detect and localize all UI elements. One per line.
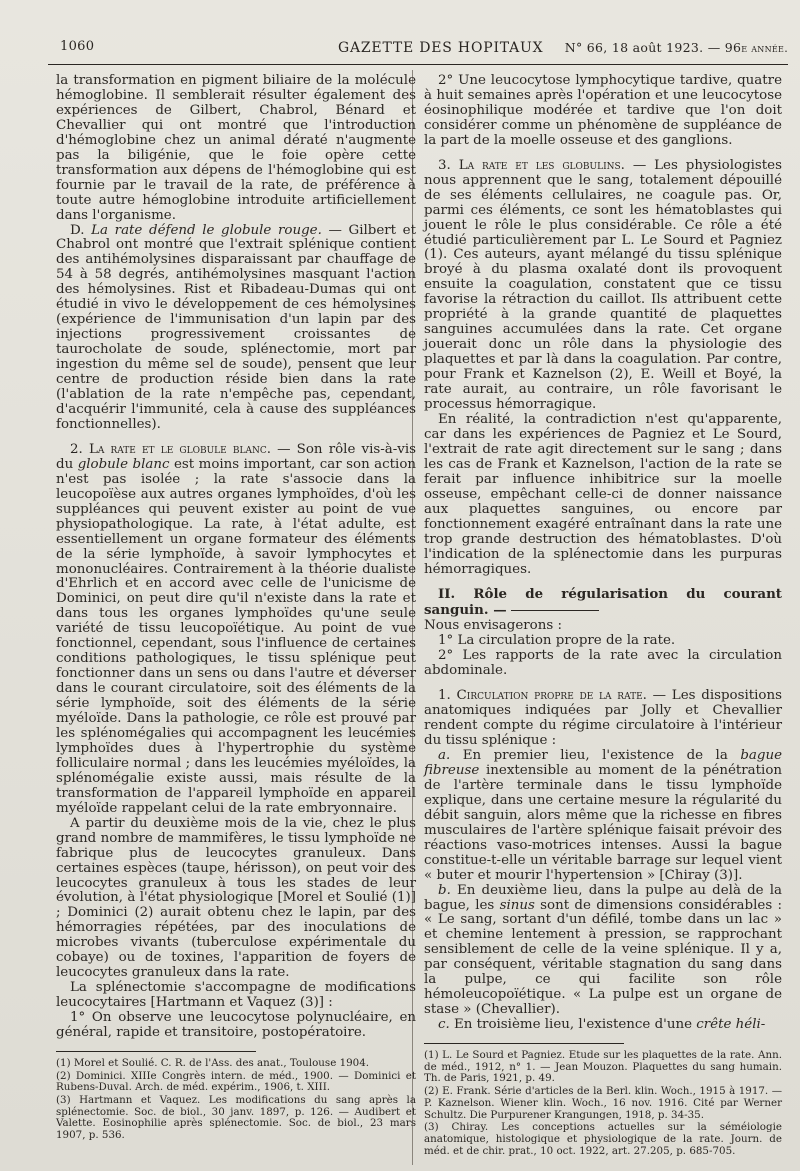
paragraph: 1° On observe une leucocytose polynucléaire, en général, rapide et transitoire, postopératoire. [56,1010,416,1041]
paragraph: En réalité, la contradiction n'est qu'apparente, car dans les expériences de Pagniez et Le Sourd, l'extrait de rate agit directement sur le sang ; dans les cas de Frank et Kaznelson, l'action de la rate se ferait par influence inhibitrice sur la moelle osseuse, empêchant celle-ci de donner naissance aux plaquettes sanguines, ou encore par fonctionnement exagéré entraînant dans la rate une trop grande destruction des hématoblastes. D'où l'indication de la splénectomie dans les purpuras hémorragiques. [424,411,782,577]
heading-rule [511,610,599,611]
emphasis: bague fibreuse [424,747,782,778]
issue-info [565,40,788,55]
paragraph [424,884,782,1019]
issue-number: N° 66, 18 août 1923. — 96 [564,40,742,55]
paragraph-text: — Les dispositions anatomiques indiquées par Jolly et Chevallier rendent compte du régime circulatoire à l'intérieur du tissu splénique : [424,688,782,749]
section-letter: D. [70,222,92,238]
footnote: (1) L. Le Sourd et Pagniez. Etude sur les plaquettes de la rate. Ann. de méd., 1912, n° 1. — Jean Mouzon. Plaquettes du sang humain. Th. de Paris, 1921, p. 49. [424,1049,782,1085]
paragraph: la transformation en pigment biliaire de la molécule hémoglobine. Il semblerait résulter également des expériences de Gilbert, Chabrol, Bénard et Chevallier qui ont montré que l'introduction d'hémoglobine chez un animal dératé n'augmente pas la biligénie, que le foie opère cette transformation aux dépens de l'hémoglobine qui est fournie par le travail de la rate, de préférence à toute autre hémoglobine introduite artificiellement dans l'organisme. [56,73,416,223]
paragraph [424,159,782,413]
paragraph [424,1018,782,1033]
section-number: 3. [438,157,459,173]
section-heading: La rate et le globule blanc. [88,441,271,457]
paragraph [424,689,782,749]
paragraph-text: sont de dimensions considérables : « Le sang, sortant d'un défilé, tombe dans un lac » et chemine lentement à pression, se rapprochant sensiblement de celle de la veine splénique. Il y a, par conséquent, véritable stagnation du sang dans la pulpe, ce qui facilite son rôle hémoleucopoïétique. « La pulpe est un organe de stase » (Chevallier). [424,897,782,1018]
paragraph-text: inextensible au moment de la pénétration de l'artère terminale dans le tissu lymphoïde explique, dans une certaine mesure la régularité du débit sanguin, alors même que la richesse en fibres musculaires de l'artère splénique faisait prévoir des réactions vaso-motrices intenses. Aussi la bague constitue-t-elle un véritable barrage sur lequel vient « buter et mourir l'hypertension » [Chiray (3)]. [424,762,782,883]
paragraph-text: est moins important, car son action n'est pas isolée ; la rate s'associe dans la leucopoïèse aux autres organes lymphoïdes, d'où les suppléances qui peuvent exister au point de vue physiopathologique. La rate, à l'état adulte, est essentiellement un organe formateur des éléments de la série lymphoïde, à savoir lymphocytes et mononucléaires. Contrairement à la théorie dualiste d'Ehrlich et en accord avec celle de l'unicisme de Dominici, on peut dire qu'il n'existe dans la rate et dans tous les organes lymphoïdes qu'une seule variété de tissu leucopoïétique. Au point de vue fonctionnel, cependant, sous l'influence de certaines conditions pathologiques, le tissu splénique peut fonctionner dans un sens ou dans l'autre et déverser dans le courant circulatoire, soit des éléments de la série lymphoïde, soit des éléments de la série myéloïde. Dans la pathologie, ce rôle est prouvé par les splénomégalies qui accompagnent les leucémies lymphoïdes dues à l'hypertrophie du système folliculaire normal ; dans les leucémies myéloïdes, la splénomégalie existe aussi, mais résulte de la transformation de l'appareil lymphoïde en appareil myéloïde rappelant celui de la rate embryonnaire. [56,456,417,816]
emphasis: crête héli- [696,1017,766,1033]
journal-title: GAZETTE DES HOPITAUX [338,40,544,56]
list-item: 1° La circulation propre de la rate. [438,633,676,649]
paragraph-text: — Les physiologistes nous apprennent que le sang, totalement dépouillé de ses éléments cellulaires, ne coagule pas. Or, parmi ces éléments, ce sont les hématoblastes qui jouent le rôle le plus considérable. Ce rôle a été étudié particulièrement par L. Le Sourd et Pagniez (1). Ces auteurs, ayant mélangé du tissu splénique broyé à du plasma oxalaté dont ils provoquent ensuite la coagulation, constatent que ce tissu favorise la rétraction du caillot. Ils attribuent cette propriété à la grande quantité de plaquettes sanguines accumulées dans la rate. Cet organe jouerait donc un rôle dans la physiologie des plaquettes et par là dans la coagulation. Par contre, pour Frank et Kaznelson (2), E. Weill et Boyé, la rate aurait, au contraire, un rôle favorisant le processus hémorragique. [424,157,782,413]
paragraph [56,443,416,817]
paragraph-text: — Son rôle vis-à-vis du [56,441,416,472]
paragraph-text: En premier lieu, l'existence de la [462,747,741,763]
paragraph [424,749,782,884]
running-header [50,36,788,58]
footnote: (3) Hartmann et Vaquez. Les modifications du sang après la splénectomie. Soc. de biol., 30 janv. 1897, p. 126. — Audibert et Valette. Eosinophilie après splénectomie. Soc. de biol., 23 mars 1907, p. 536. [56,1094,416,1142]
footnotes [424,1050,782,1157]
section-heading: La rate défend le globule rouge. [91,222,322,238]
emphasis: sinus [499,897,535,913]
footnote: (3) Chiray. Les conceptions actuelles sur la séméiologie anatomique, histologique et physiologique de la rate. Journ. de méd. et de chir. prat., 10 oct. 1922, art. 27.205, p. 685-705. [424,1121,782,1157]
section-heading: Circulation propre de la rate. [456,688,647,704]
footnote-rule [424,1043,624,1044]
footnote: (2) Dominici. XIIIe Congrès intern. de méd., 1900. — Dominici et Rubens-Duval. Arch. de méd. expérim., 1906, t. XIII. [56,1069,416,1094]
paragraph: Nous envisagerons : [424,618,563,634]
paragraph [56,224,416,433]
paragraph-text: En troisième lieu, l'existence d'une [454,1017,697,1033]
item-letter: c. [438,1017,455,1033]
paragraph: La splénectomie s'accompagne de modifications leucocytaires [Hartmann et Vaquez (3)] : [56,980,416,1011]
section-heading: II. Rôle de régularisation du courant sanguin. — [424,586,782,619]
item-letter: a. [438,747,463,763]
paragraph: A partir du deuxième mois de la vie, chez le plus grand nombre de mammifères, le tissu lymphoïde ne fabrique plus de leucocytes granuleux. Dans certaines espèces (taupe, hérisson), on peut voir des leucocytes granuleux à tous les stades de leur évolution, à l'état physiologique [Morel et Soulié (1)] ; Dominici (2) aurait obtenu chez le lapin, par des hémorragies répétées, par des inoculations de microbes vivants (tuberculose expérimentale du cobaye) ou de toxines, l'apparition de foyers de leucocytes granuleux dans la rate. [56,815,416,981]
footnote-rule [56,1051,256,1052]
left-column [56,74,416,1143]
header-rule [48,64,788,65]
paragraph-text: En deuxième lieu, dans la pulpe au delà de la bague, les [424,882,782,913]
issue-suffix: e année. [741,42,788,55]
footnotes [56,1058,416,1142]
page-number: 1060 [60,39,95,54]
item-letter: b. [438,882,457,898]
footnote: (2) E. Frank. Série d'articles de la Berl. klin. Woch., 1915 à 1917. — P. Kaznelson. Wiener klin. Woch., 16 nov. 1916. Cité par Werner Schultz. Die Purpurener Krangungen, 1918, p. 34-35. [424,1085,782,1121]
section-number: 1. [438,688,457,704]
section-heading: La rate et les globulins. [458,157,625,173]
emphasis: globule blanc [77,456,170,472]
paragraph: 2° Une leucocytose lymphocytique tardive, quatre à huit semaines après l'opération et une leucocytose éosinophilique modérée et tardive que l'on doit considérer comme un phénomène de suppléance de la part de la moelle osseuse et des ganglions. [424,73,782,148]
right-column [424,74,782,1158]
paragraph-text: — Gilbert et Chabrol ont montré que l'extrait splénique contient des antihémolysines disparaissant par chauffage de 54 à 58 degrés, antihémolysines masquant l'action des hémolysines. Rist et Ribadeau-Dumas qui ont étudié in vivo le développement de ces hémolysines (expérience de l'immunisation d'un lapin par des injections progressivement croissantes de taurocholate de soude, splénectomie, mort par ingestion du même sel de soude), pensent que leur centre de production réside bien dans la rate (l'ablation de la rate n'empêche pas, cependant, d'acquérir l'immunité, cela à cause des suppléances fonctionnelles). [56,222,416,432]
footnote: (1) Morel et Soulié. C. R. de l'Ass. des anat., Toulouse 1904. [56,1057,370,1069]
list-item: 2° Les rapports de la rate avec la circulation abdominale. [424,648,782,679]
section-number: 2. [70,441,89,457]
section-title [424,587,782,619]
